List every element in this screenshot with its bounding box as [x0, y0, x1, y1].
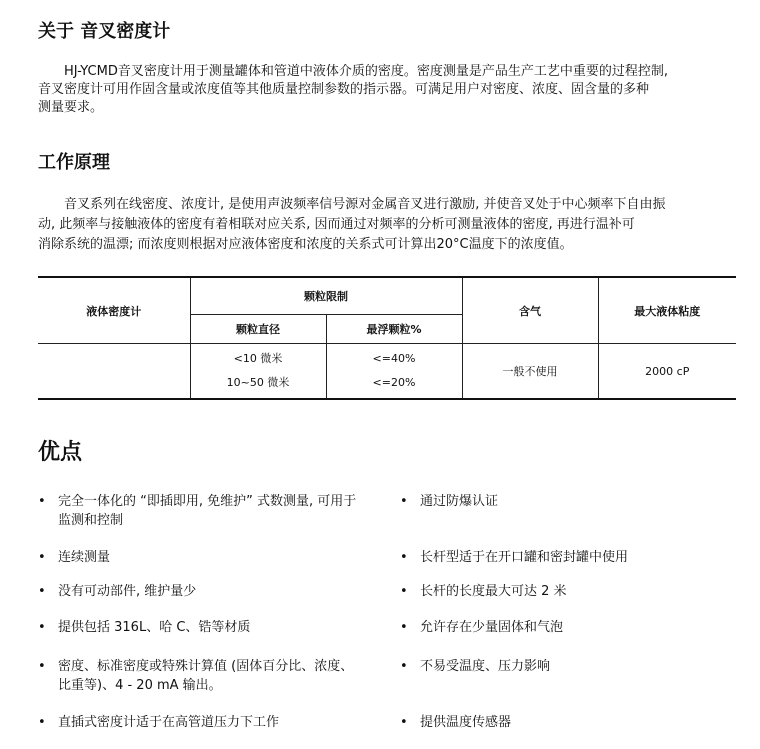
- advantage-right-2-text: 长杆型适于在开口罐和密封罐中使用: [420, 550, 629, 565]
- diameter-value-2: 10~50 微米: [226, 376, 290, 389]
- float-value-1: <=40%: [372, 352, 416, 365]
- advantage-right-5: [400, 657, 740, 676]
- bullet-icon: •: [400, 620, 408, 635]
- principle-title: 工作原理: [38, 152, 110, 173]
- bullet-icon: •: [38, 494, 46, 509]
- about-line-2: 音叉密度计可用作固含量或浓度值等其他质量控制参数的指示器。可满足用户对密度、浓度、固含量的多种: [38, 82, 650, 97]
- bullet-icon: •: [400, 584, 408, 599]
- bullet-icon: •: [38, 620, 46, 635]
- cell-diameter: [190, 344, 326, 400]
- header-particle-group: 颗粒限制: [190, 277, 462, 315]
- advantage-left-3: [38, 582, 358, 601]
- spec-table: [38, 276, 736, 400]
- bullet-icon: •: [38, 715, 46, 730]
- advantage-left-5-text: 密度、标准密度或特殊计算值 (固体百分比、浓度、比重等)、4 - 20 mA 输出。: [58, 659, 354, 693]
- cell-meter-empty: [38, 344, 190, 400]
- about-title: 关于 音叉密度计: [38, 21, 171, 42]
- about-line-3: 测量要求。: [38, 100, 104, 115]
- bullet-icon: •: [38, 584, 46, 599]
- bullet-icon: •: [38, 659, 46, 674]
- advantage-left-5: [38, 657, 358, 695]
- header-meter: 液体密度计: [38, 277, 190, 344]
- advantage-left-2: [38, 548, 358, 567]
- advantage-right-1: [400, 492, 740, 511]
- bullet-icon: •: [400, 494, 408, 509]
- about-paragraph: [38, 63, 728, 117]
- principle-paragraph: [38, 195, 728, 255]
- float-value-2: <=20%: [372, 376, 416, 389]
- principle-line-2: 动, 此频率与接触液体的密度有着相联对应关系, 因而通过对频率的分析可测量液体的密度, 再进行温补可: [38, 217, 635, 232]
- advantage-left-1: [38, 492, 358, 530]
- advantage-left-3-text: 没有可动部件, 维护量少: [58, 584, 197, 599]
- advantage-left-6: [38, 713, 358, 732]
- advantage-right-6: [400, 713, 740, 732]
- principle-line-1: 音叉系列在线密度、浓度计, 是使用声波频率信号源对金属音叉进行激励, 并使音叉处于中心频率下自由振: [64, 197, 666, 212]
- advantage-right-3: [400, 582, 740, 601]
- about-line-1: HJ-YCMD音叉密度计用于测量罐体和管道中液体介质的密度。密度测量是产品生产工艺中重要的过程控制,: [64, 64, 668, 79]
- bullet-icon: •: [38, 550, 46, 565]
- cell-viscosity: 2000 cP: [598, 344, 736, 400]
- bullet-icon: •: [400, 550, 408, 565]
- advantage-right-6-text: 提供温度传感器: [420, 715, 512, 730]
- advantage-right-3-text: 长杆的长度最大可达 2 米: [420, 584, 567, 599]
- advantage-left-2-text: 连续测量: [58, 550, 111, 565]
- advantages-title: 优点: [38, 440, 83, 465]
- advantage-left-6-text: 直插式密度计适于在高管道压力下工作: [58, 715, 280, 730]
- advantage-right-5-text: 不易受温度、压力影响: [420, 659, 551, 674]
- advantage-right-4: [400, 618, 740, 637]
- advantage-left-1-text: 完全一体化的 “即插即用, 免维护” 式数测量, 可用于监测和控制: [58, 494, 357, 528]
- bullet-icon: •: [400, 659, 408, 674]
- advantage-left-4: [38, 618, 358, 637]
- header-gas: 含气: [462, 277, 598, 344]
- header-max-float: 最浮颗粒%: [326, 315, 462, 344]
- cell-float: [326, 344, 462, 400]
- advantage-left-4-text: 提供包括 316L、哈 C、锆等材质: [58, 620, 251, 635]
- header-particle-diameter: 颗粒直径: [190, 315, 326, 344]
- cell-gas: 一般不使用: [462, 344, 598, 400]
- advantage-right-1-text: 通过防爆认证: [420, 494, 499, 509]
- principle-line-3: 消除系统的温漂; 而浓度则根据对应液体密度和浓度的关系式可计算出20°C温度下的浓度值。: [38, 237, 573, 252]
- advantage-right-4-text: 允许存在少量固体和气泡: [420, 620, 564, 635]
- bullet-icon: •: [400, 715, 408, 730]
- advantage-right-2: [400, 548, 740, 567]
- header-viscosity: 最大液体粘度: [598, 277, 736, 344]
- diameter-value-1: <10 微米: [233, 352, 283, 365]
